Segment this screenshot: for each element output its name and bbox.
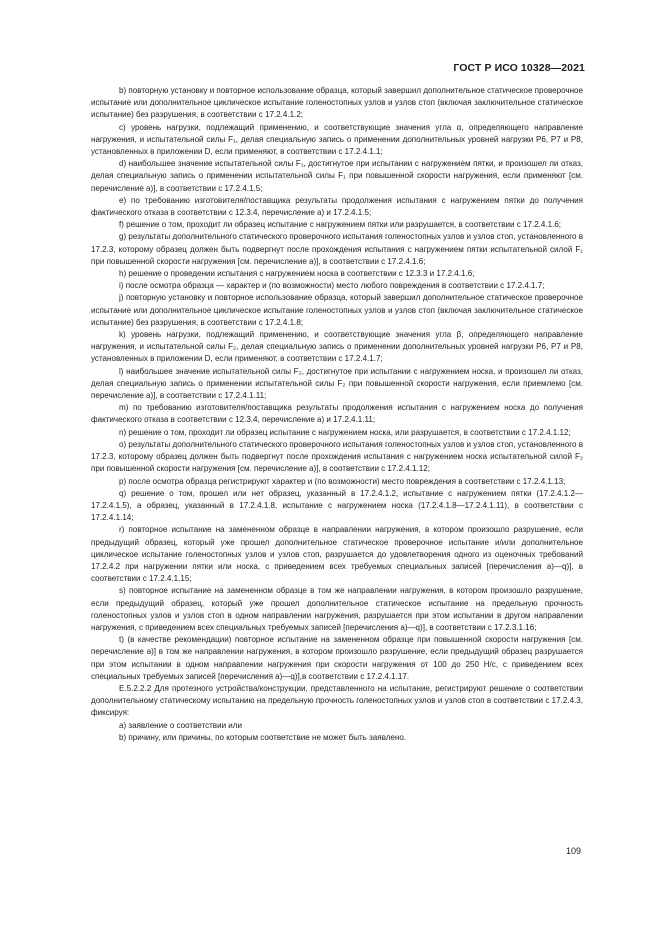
paragraph: a) заявление о соответствии или [119,720,242,730]
paragraph: b) повторную установку и повторное использование образца, который завершил дополнительное статическое проверочное испытание или дополнительное циклическое испытание голеностопных узлов и узлов стоп (включая заключительное статическое испытание) без разрушения, в соответствии с 17.2.4.1.2; [91,86,584,120]
paragraph: d) наибольшее значение испытательной силы F₁, достигнутое при испытании с нагружением пятки, и произошел ли отказ, делая специальную запись о применении испытательной силы F₁ при повышенной скорости нагружения, если применяют [см. перечисление a)], в соответствии с 17.2.4.1.5; [91,159,583,193]
paragraph: g) результаты дополнительного статического проверочного испытания голеностопных узлов и узлов стоп, установленного в 17.2.3, которому образец должен быть подвергнут после прохождения испытания с нагружением пятки испытательной силой F₁ при повышенной скорости нагружения [см. перечисление a)], в соответствии с 17.2.4.1.6; [91,232,583,266]
paragraph: h) решение о проведении испытания с нагружением носка в соответствии с 12.3.3 и 17.2.4.1.6; [119,269,475,279]
paragraph: l) наибольшее значение испытательной силы F₂, достигнутое при испытании с нагружением носка, и произошел ли отказ, делая специальную запись о применении испытательной силы F₂ при повышенной скорости нагружения, если приемлемо [см. перечисление a)], в соответствии с 17.2.4.1.11; [91,366,583,401]
paragraph: f) решение о том, проходит ли образец испытание с нагружением пятки или разрушается, в соответствии с 17.2.4.1.6; [119,220,562,230]
paragraph: c) уровень нагрузки, подлежащий применению, и соответствующие значения угла α, определяющего направление нагружения, и испытательной силы F₁, делая специальную запись о применении дополнительных уровней нагрузки P6, P7 и P8, установленных в приложении D, если применяют, в соответствии с 17.2.4.1.1; [91,122,583,157]
document-header: ГОСТ Р ИСО 10328—2021 [453,62,585,74]
paragraph: E.5.2.2.2 Для протезного устройства/конструкции, представленного на испытание, регистрируют решение о соответствии дополнительному статическому испытанию на предельную прочность голеностопных узлов и узлов стоп в соответствии с 17.2.4.3, фиксируя: [91,683,583,718]
paragraph: j) повторную установку и повторное использование образца, который завершил дополнительное статическое проверочное испытание или дополнительное циклическое испытание голеностопных узлов и узлов стоп (включая заключительное статическое испытание) без разрушения, в соответствии с 17.2.4.1.8; [91,293,583,327]
paragraph: b) причину, или причины, по которым соответствие не может быть заявлено. [119,732,407,742]
paragraph: p) после осмотра образца регистрируют характер и (по возможности) место повреждения в соответствии с 17.2.4.1.13; [119,476,566,486]
paragraph: n) решение о том, проходит ли образец испытание с нагружением носка, или разрушается, в соответствии с 17.2.4.1.12; [119,427,571,437]
paragraph: q) решение о том, прошел или нет образец, указанный в 17.2.4.1.2, испытание с нагружением пятки (17.2.4.1.2—17.2.4.1.5), а образец, указанный в 17.2.4.1.8, испытание с нагружением носка (17.2.4.1.8—17.2.4.1.11), в соответствии с 17.2.4.1.14; [91,488,583,523]
document-body [91,85,583,744]
paragraph: r) повторное испытание на замененном образце в направлении нагружения, в котором произошло разрушение, если предыдущий образец, который уже прошел дополнительное статическое проверочное испытание и/или дополнительное циклическое испытание голеностопных узлов и узлов стоп, разрушается до удовлетворения одного из оценочных требований 17.2.4.2 при нагружении пятки или носка, с приведением всех требуемых специальных записей [перечисления a)—q)], в соответствии с 17.2.4.1.15; [91,525,583,584]
paragraph: s) повторное испытание на замененном образце в том же направлении нагружения, в котором произошло разрушение, если предыдущий образец, который уже прошел дополнительное статическое испытание на предельную прочность голеностопных узлов и узлов стоп в одном направлении нагружения, разрушается при этом испытании в другом направлении нагружения, с приведением всех специальных требуемых записей [перечисления a)—q)], в соответствии с 17.2.3.1.16; [91,586,583,632]
paragraph: e) по требованию изготовителя/поставщика результаты продолжения испытания с нагружением пятки до получения фактического отказа в соответствии с 12.3.4, перечисление a) и 17.2.4.1.5; [91,195,583,218]
paragraph: i) после осмотра образца — характер и (по возможности) место любого повреждения в соответствии с 17.2.4.1.7; [119,281,545,291]
paragraph: t) (в качестве рекомендации) повторное испытание на замененном образце при повышенной скорости нагружения [см. перечисление a)] в том же направлении нагружения, в котором произошло разрушение, если предыдущий образец разрушается при этом испытании в одном направлении нагружения при скорости нагружения от 100 до 250 Н/с, с приведением всех специальных требуемых записей [перечисления a)—q)],в соответствии с 17.2.4.1.17. [91,635,583,681]
paragraph: o) результаты дополнительного статического проверочного испытания голеностопных узлов и узлов стоп, установленного в 17.2.3, которому образец должен быть подвергнут после прохождения испытания с нагружением носка испытательной силой F₂ при повышенной скорости нагружения [см. перечисление a)], в соответствии с 17.2.4.1.12; [91,439,583,474]
paragraph: k) уровень нагрузки, подлежащий применению, и соответствующие значения угла β, определяющего направление нагружения, и испытательной силы F₂, делая специальную запись о применении дополнительных уровней нагрузки P6, P7 и P8, установленных в приложении D, если применяют, в соответствии с 17.2.4.1.7; [91,330,583,364]
page-number: 109 [565,846,581,856]
paragraph: m) по требованию изготовителя/поставщика результаты продолжения испытания с нагружением носка до получения фактического отказа в соответствии с 12.3.4, перечисление a) и 17.2.4.1.11; [91,403,583,425]
